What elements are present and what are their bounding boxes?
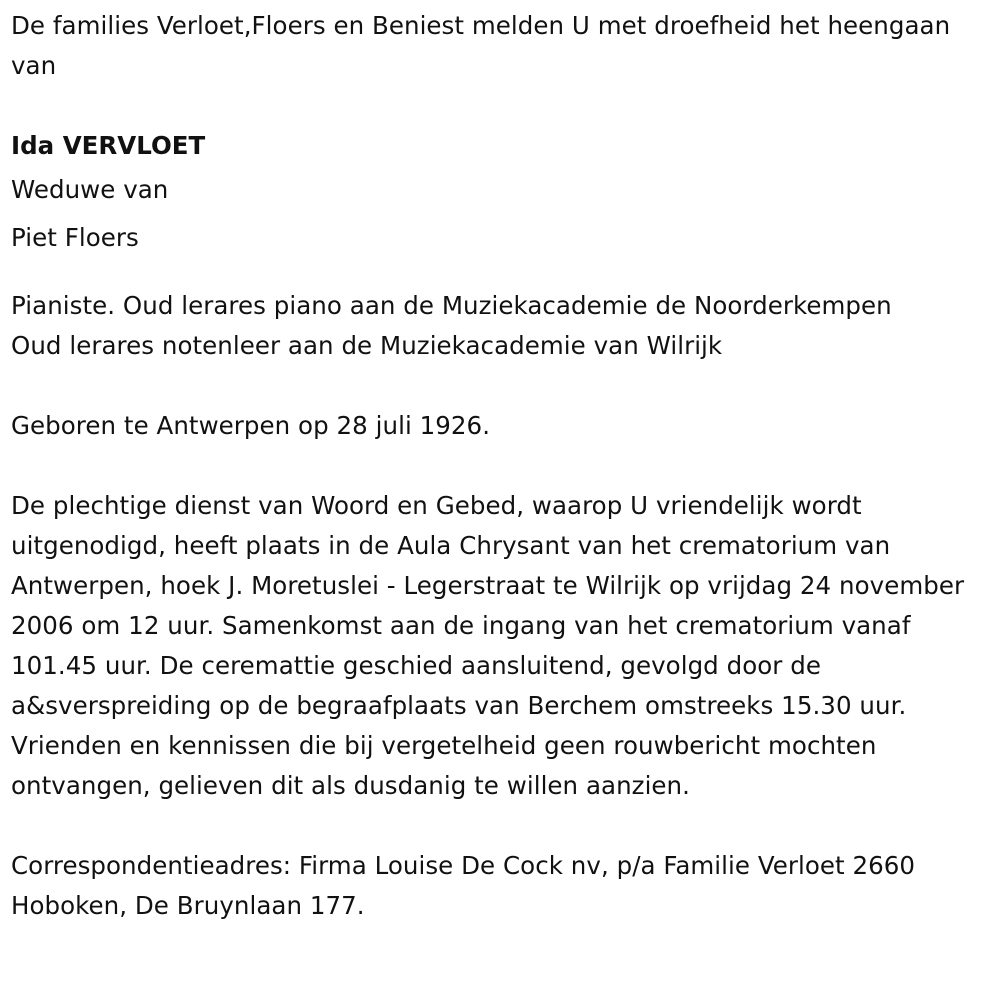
correspondence-paragraph: Correspondentieadres: Firma Louise De Cock nv, p/a Familie Verloet 2660 Hoboken, De Bruynlaan 177. (11, 851, 916, 920)
spacer (11, 262, 1000, 286)
spacer (11, 446, 1000, 486)
deceased-name: Ida VERVLOET (11, 131, 206, 160)
spacer (11, 806, 1000, 846)
birth-paragraph: Geboren te Antwerpen op 28 juli 1926. (11, 411, 491, 440)
career-line-1: Pianiste. Oud lerares piano aan de Muziekacademie de Noorderkempen (11, 291, 892, 320)
spacer (11, 86, 1000, 126)
career-line-2: Oud lerares notenleer aan de Muziekacademie van Wilrijk (11, 331, 723, 360)
spouse-name: Piet Floers (11, 223, 139, 252)
widow-of-label: Weduwe van (11, 175, 169, 204)
intro-paragraph: De families Verloet,Floers en Beniest melden U met droefheid het heengaan van (11, 11, 951, 80)
spacer (11, 366, 1000, 406)
service-paragraph: De plechtige dienst van Woord en Gebed, waarop U vriendelijk wordt uitgenodigd, heeft plaats in de Aula Chrysant van het crematorium van Antwerpen, hoek J. Moretuslei - Legerstraat te Wilrijk op vrijdag 24 november 2006 om 12 uur. Samenkomst aan de ingang van het crematorium vanaf 101.45 uur. De ceremattie geschied aansluitend, gevolgd door de a&sverspreiding op de begraafplaats van Berchem omstreeks 15.30 uur. Vrienden en kennissen die bij vergetelheid geen rouwbericht mochten ontvangen, gelieven dit als dusdanig te willen aanzien. (11, 491, 965, 800)
